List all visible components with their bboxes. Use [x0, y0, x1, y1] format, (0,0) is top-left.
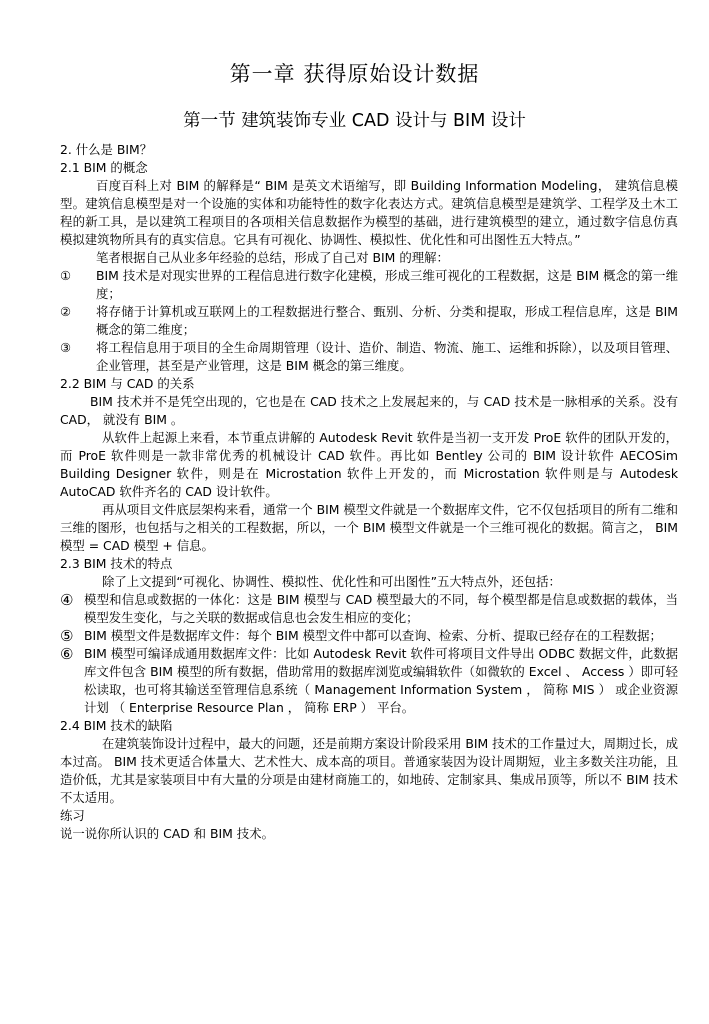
- paragraph: 除了上文提到“可视化、协调性、模拟性、优化性和可出图性”五大特点外，还包括：: [102, 574, 561, 589]
- exercise-label: 练习: [60, 808, 85, 823]
- list-text: 将存储于计算机或互联网上的工程数据进行整合、甄别、分析、分类和提取，形成工程信息库，这是 BIM 概念的第二维度；: [96, 304, 678, 337]
- list-item: [60, 303, 678, 339]
- document-body: [60, 141, 678, 843]
- list-item: [60, 339, 678, 375]
- heading-2-3: 2.3 BIM 技术的特点: [60, 556, 173, 571]
- list-item: [60, 591, 678, 627]
- paragraph: 百度百科上对 BIM 的解释是“ BIM 是英文术语缩写，即 Building Information Modeling， 建筑信息模型。建筑信息模型是对一个设施的实体和功能特性的数字化表达方式。建筑信息模型是建筑学、工程学及土木工程的新工具，是以建筑工程项目的各项相关信息数据作为模型的基础，进行建筑模型的建立，通过数字信息仿真模拟建筑物所具有的真实信息。它具有可视化、协调性、模拟性、优化性和可出图性五大特点。”: [60, 178, 678, 247]
- list-item: [60, 267, 678, 303]
- list-number: ③: [60, 340, 72, 355]
- list-text: BIM 模型文件是数据库文件：每个 BIM 模型文件中都可以查询、检索、分析、提取已经存在的工程数据；: [84, 628, 662, 643]
- list-text: BIM 技术是对现实世界的工程信息进行数字化建模，形成三维可视化的工程数据，这是 BIM 概念的第一维度；: [96, 268, 678, 301]
- chapter-title: 第一章 获得原始设计数据: [229, 62, 480, 86]
- list-number: ②: [60, 304, 72, 319]
- paragraph: 从软件上起源上来看，本节重点讲解的 Autodesk Revit 软件是当初一支开发 ProE 软件的团队开发的， 而 ProE 软件则是一款非常优秀的机械设计 CAD 软件。再比如 Bentley 公司的 BIM 设计软件 AECOSim Building Designer 软件，则是在 Microstation 软件上开发的，而 Microstation 软件则是与 Autodesk AutoCAD 软件齐名的 CAD 设计软件。: [60, 430, 678, 499]
- paragraph: 在建筑装饰设计过程中，最大的问题，还是前期方案设计阶段采用 BIM 技术的工作量过大，周期过长，成本过高。 BIM 技术更适合体量大、艺术性大、成本高的项目。普通家装因为设计周期短，业主多数关注功能，且造价低，尤其是家装项目中有大量的分项是由建材商施工的，如地砖、定制家具、集成吊顶等，所以不 BIM 技术不太适用。: [60, 736, 678, 805]
- paragraph: 再从项目文件底层架构来看，通常一个 BIM 模型文件就是一个数据库文件，它不仅包括项目的所有二维和三维的图形，也包括与之相关的工程数据，所以，一个 BIM 模型文件就是一个三维可视化的数据。简言之， BIM 模型 = CAD 模型 + 信息。: [60, 502, 678, 553]
- section-title: 第一节 建筑装饰专业 CAD 设计与 BIM 设计: [183, 111, 526, 131]
- exercise-text: 说一说你所认识的 CAD 和 BIM 技术。: [60, 826, 274, 841]
- list-number: ④: [60, 591, 74, 609]
- list-text: 将工程信息用于项目的全生命周期管理（设计、造价、制造、物流、施工、运维和拆除），以及项目管理、企业管理，甚至是产业管理，这是 BIM 概念的第三维度。: [96, 340, 678, 373]
- list-text: 模型和信息或数据的一体化：这是 BIM 模型与 CAD 模型最大的不同，每个模型都是信息或数据的载体，当模型发生变化，与之关联的数据或信息也会发生相应的变化；: [84, 592, 678, 625]
- heading-2-2: 2.2 BIM 与 CAD 的关系: [60, 376, 195, 391]
- paragraph: 笔者根据自己从业多年经验的总结，形成了自己对 BIM 的理解：: [96, 250, 449, 265]
- paragraph: BIM 技术并不是凭空出现的，它也是在 CAD 技术之上发展起来的，与 CAD 技术是一脉相承的关系。没有 CAD， 就没有 BIM 。: [60, 394, 678, 427]
- list-item: [60, 645, 678, 717]
- heading-2: 2. 什么是 BIM？: [60, 142, 153, 157]
- list-number: ⑤: [60, 627, 74, 645]
- heading-2-1: 2.1 BIM 的概念: [60, 160, 148, 175]
- heading-2-4: 2.4 BIM 技术的缺陷: [60, 718, 173, 733]
- list-number: ⑥: [60, 645, 74, 663]
- list-number: ①: [60, 268, 72, 283]
- list-item: [60, 627, 678, 645]
- list-text: BIM 模型可编译成通用数据库文件：比如 Autodesk Revit 软件可将项目文件导出 ODBC 数据文件，此数据库文件包含 BIM 模型的所有数据，借助常用的数据库浏览或编辑软件（如微软的 Excel 、 Access ）即可轻松读取，也可将其输送至管理信息系统（ Management Information System ， 简称 MIS ） 或企业资源计划 （ Enterprise Resource Plan ， 简称 ERP ） 平台。: [84, 646, 678, 715]
